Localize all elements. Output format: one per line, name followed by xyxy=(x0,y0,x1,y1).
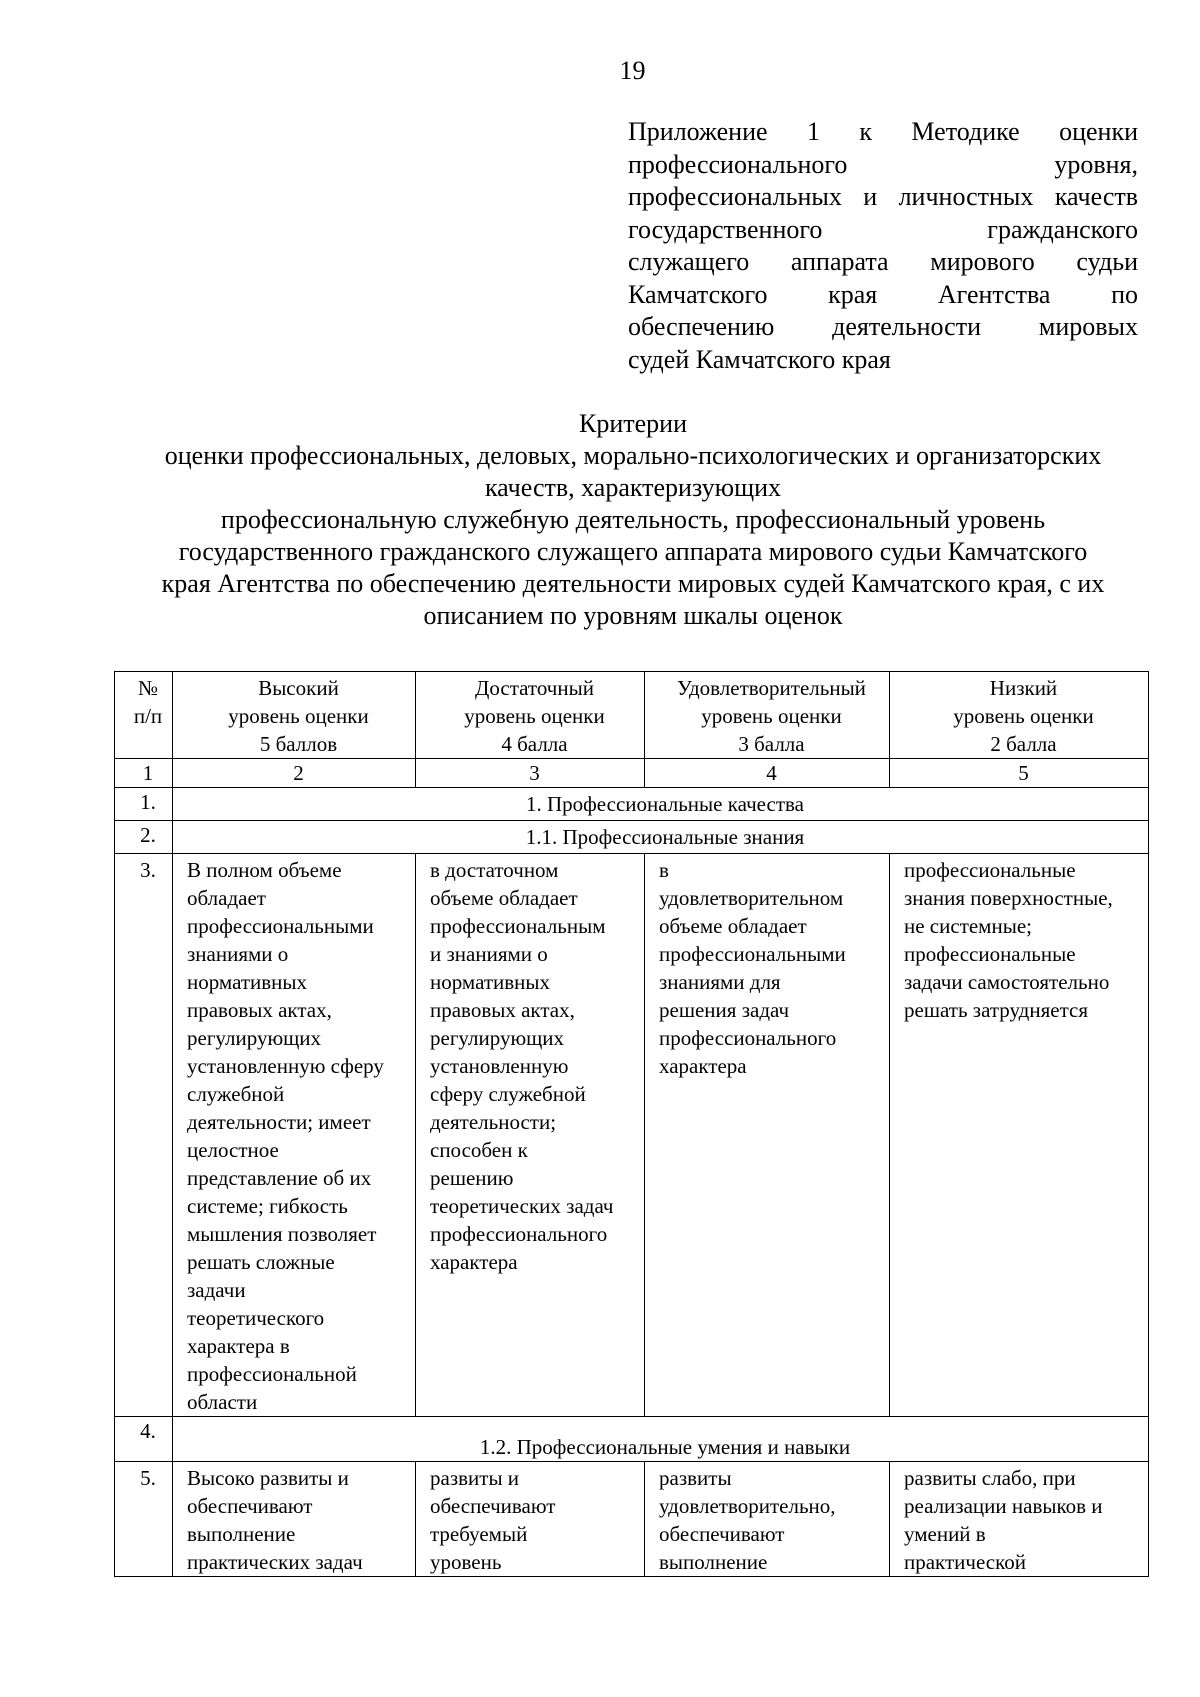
criteria-cell-low xyxy=(890,854,1149,1417)
cell-text-line: знания поверхностные, xyxy=(904,886,1113,910)
appendix-note xyxy=(628,116,1138,376)
cell-text-line: не системные; xyxy=(904,914,1032,938)
cell-text-line: удовлетворительно, xyxy=(659,1494,836,1518)
cell-text-line: развиты xyxy=(659,1466,732,1490)
cell-text-line: области xyxy=(187,1390,258,1414)
criteria-cell-sufficient xyxy=(416,854,645,1417)
cell-text-line: В полном объеме xyxy=(187,858,342,882)
appendix-line: профессионального уровня, xyxy=(628,149,1138,179)
appendix-line: государственного гражданского xyxy=(628,214,1138,244)
header-cell-sufficient: Достаточный уровень оценки 4 балла xyxy=(416,672,645,759)
cell-text-line: мышления позволяет xyxy=(187,1222,377,1246)
header-cell-number: № п/п xyxy=(115,672,173,759)
cell-text-line: служебной xyxy=(187,1082,285,1106)
appendix-line: профессиональных и личностных качеств xyxy=(628,182,1138,211)
row-number: 4. xyxy=(115,1417,173,1462)
cell-text-line: профессионального xyxy=(430,1222,608,1246)
title-line: качеств, характеризующих xyxy=(484,473,782,502)
title-line: оценки профессиональных, деловых, морально-психологических и организаторских xyxy=(164,441,1102,470)
cell-text-line: решать сложные xyxy=(187,1250,335,1274)
table-header-row xyxy=(115,672,1149,759)
cell-text-line: и знаниями о xyxy=(430,942,548,966)
appendix-line: судей Камчатского края xyxy=(628,344,891,374)
section-heading: 1. Профессиональные качества xyxy=(173,788,1149,821)
cell-text-line: установленную сферу xyxy=(187,1054,384,1078)
row-number: 5. xyxy=(115,1462,173,1577)
title-line: края Агентства по обеспечению деятельности мировых судей Камчатского края, с их xyxy=(161,569,1105,598)
cell-text-line: правовых актах, xyxy=(430,998,575,1022)
cell-text-line: профессионального xyxy=(659,1026,837,1050)
column-number: 2 xyxy=(173,759,416,788)
header-cell-low: Низкий уровень оценки 2 балла xyxy=(890,672,1149,759)
cell-text-line: развиты и xyxy=(430,1466,520,1490)
header-cell-satisfactory: Удовлетворительный уровень оценки 3 балла xyxy=(645,672,890,759)
criteria-cell-high xyxy=(173,1462,416,1577)
cell-text-line: обеспечивают xyxy=(659,1522,785,1546)
cell-text-line: выполнение xyxy=(187,1522,296,1546)
table-row xyxy=(115,1462,1149,1577)
cell-text-line: решению xyxy=(430,1166,514,1190)
cell-text-line: задачи самостоятельно xyxy=(904,970,1110,994)
cell-text-line: установленную xyxy=(430,1054,569,1078)
title-line: Критерии xyxy=(579,409,687,438)
cell-text-line: профессиональные xyxy=(904,942,1076,966)
criteria-cell-satisfactory xyxy=(645,854,890,1417)
cell-text-line: знаниями о xyxy=(187,942,289,966)
criteria-table xyxy=(114,671,1149,1577)
cell-text-line: реализации навыков и xyxy=(904,1494,1103,1518)
table-row xyxy=(115,821,1149,854)
cell-text-line: объеме обладает xyxy=(430,886,578,910)
column-number: 4 xyxy=(645,759,890,788)
cell-text-line: объеме обладает xyxy=(659,914,807,938)
cell-text-line: обеспечивают xyxy=(187,1494,313,1518)
table-row xyxy=(115,1417,1149,1462)
cell-text-line: системе; гибкость xyxy=(187,1194,348,1218)
section-heading: 1.1. Профессиональные знания xyxy=(173,821,1149,854)
cell-text-line: характера xyxy=(430,1250,518,1274)
cell-text-line: профессиональной xyxy=(187,1362,357,1386)
section-heading: 1.2. Профессиональные умения и навыки xyxy=(173,1417,1149,1462)
appendix-line: служащего аппарата мирового судьи xyxy=(628,247,1138,276)
cell-text-line: деятельности; имеет xyxy=(187,1110,371,1134)
cell-text-line: нормативных xyxy=(430,970,551,994)
header-cell-high: Высокий уровень оценки 5 баллов xyxy=(173,672,416,759)
appendix-line: Камчатского края Агентства по xyxy=(628,279,1138,309)
cell-text-line: Высоко развиты и xyxy=(187,1466,349,1490)
cell-text-line: обеспечивают xyxy=(430,1494,556,1518)
cell-text-line: нормативных xyxy=(187,970,308,994)
criteria-cell-high xyxy=(173,854,416,1417)
cell-text-line: сферу служебной xyxy=(430,1082,586,1106)
cell-text-line: профессиональными xyxy=(659,942,846,966)
title-line: описанием по уровням шкалы оценок xyxy=(423,601,843,630)
cell-text-line: целостное xyxy=(187,1138,279,1162)
cell-text-line: обладает xyxy=(187,886,266,910)
title-line: государственного гражданского служащего аппарата мирового судьи Камчатского xyxy=(178,537,1088,566)
criteria-cell-sufficient xyxy=(416,1462,645,1577)
column-number-row xyxy=(115,759,1149,788)
column-number: 5 xyxy=(890,759,1149,788)
cell-text-line: регулирующих xyxy=(430,1026,565,1050)
cell-text-line: задачи xyxy=(187,1278,246,1302)
cell-text-line: профессиональным xyxy=(430,914,606,938)
cell-text-line: уровень xyxy=(430,1550,502,1574)
cell-text-line: характера xyxy=(659,1054,747,1078)
row-number: 2. xyxy=(115,821,173,854)
cell-text-line: развиты слабо, при xyxy=(904,1466,1076,1490)
cell-text-line: профессиональными xyxy=(187,914,374,938)
document-title xyxy=(100,408,1166,632)
cell-text-line: теоретических задач xyxy=(430,1194,614,1218)
cell-text-line: практической xyxy=(904,1550,1027,1574)
cell-text-line: решать затрудняется xyxy=(904,998,1088,1022)
page-number: 19 xyxy=(619,56,646,85)
column-number: 1 xyxy=(115,759,173,788)
cell-text-line: практических задач xyxy=(187,1550,363,1574)
cell-text-line: способен к xyxy=(430,1138,528,1162)
cell-text-line: решения задач xyxy=(659,998,790,1022)
cell-text-line: требуемый xyxy=(430,1522,528,1546)
column-number: 3 xyxy=(416,759,645,788)
cell-text-line: регулирующих xyxy=(187,1026,322,1050)
cell-text-line: профессиональные xyxy=(904,858,1076,882)
table-row xyxy=(115,854,1149,1417)
table-row xyxy=(115,788,1149,821)
cell-text-line: характера в xyxy=(187,1334,290,1358)
cell-text-line: теоретического xyxy=(187,1306,325,1330)
criteria-cell-low xyxy=(890,1462,1149,1577)
cell-text-line: в достаточном xyxy=(430,858,559,882)
cell-text-line: удовлетворительном xyxy=(659,886,844,910)
cell-text-line: выполнение xyxy=(659,1550,768,1574)
row-number: 1. xyxy=(115,788,173,821)
criteria-cell-satisfactory xyxy=(645,1462,890,1577)
cell-text-line: деятельности; xyxy=(430,1110,557,1134)
cell-text-line: знаниями для xyxy=(659,970,781,994)
cell-text-line: представление об их xyxy=(187,1166,372,1190)
cell-text-line: правовых актах, xyxy=(187,998,332,1022)
appendix-line: обеспечению деятельности мировых xyxy=(628,312,1138,341)
cell-text-line: в xyxy=(659,858,669,882)
cell-text-line: умений в xyxy=(904,1522,986,1546)
row-number: 3. xyxy=(115,854,173,1417)
appendix-line: Приложение 1 к Методике оценки xyxy=(628,117,1138,146)
title-line: профессиональную служебную деятельность, профессиональный уровень xyxy=(220,505,1046,534)
